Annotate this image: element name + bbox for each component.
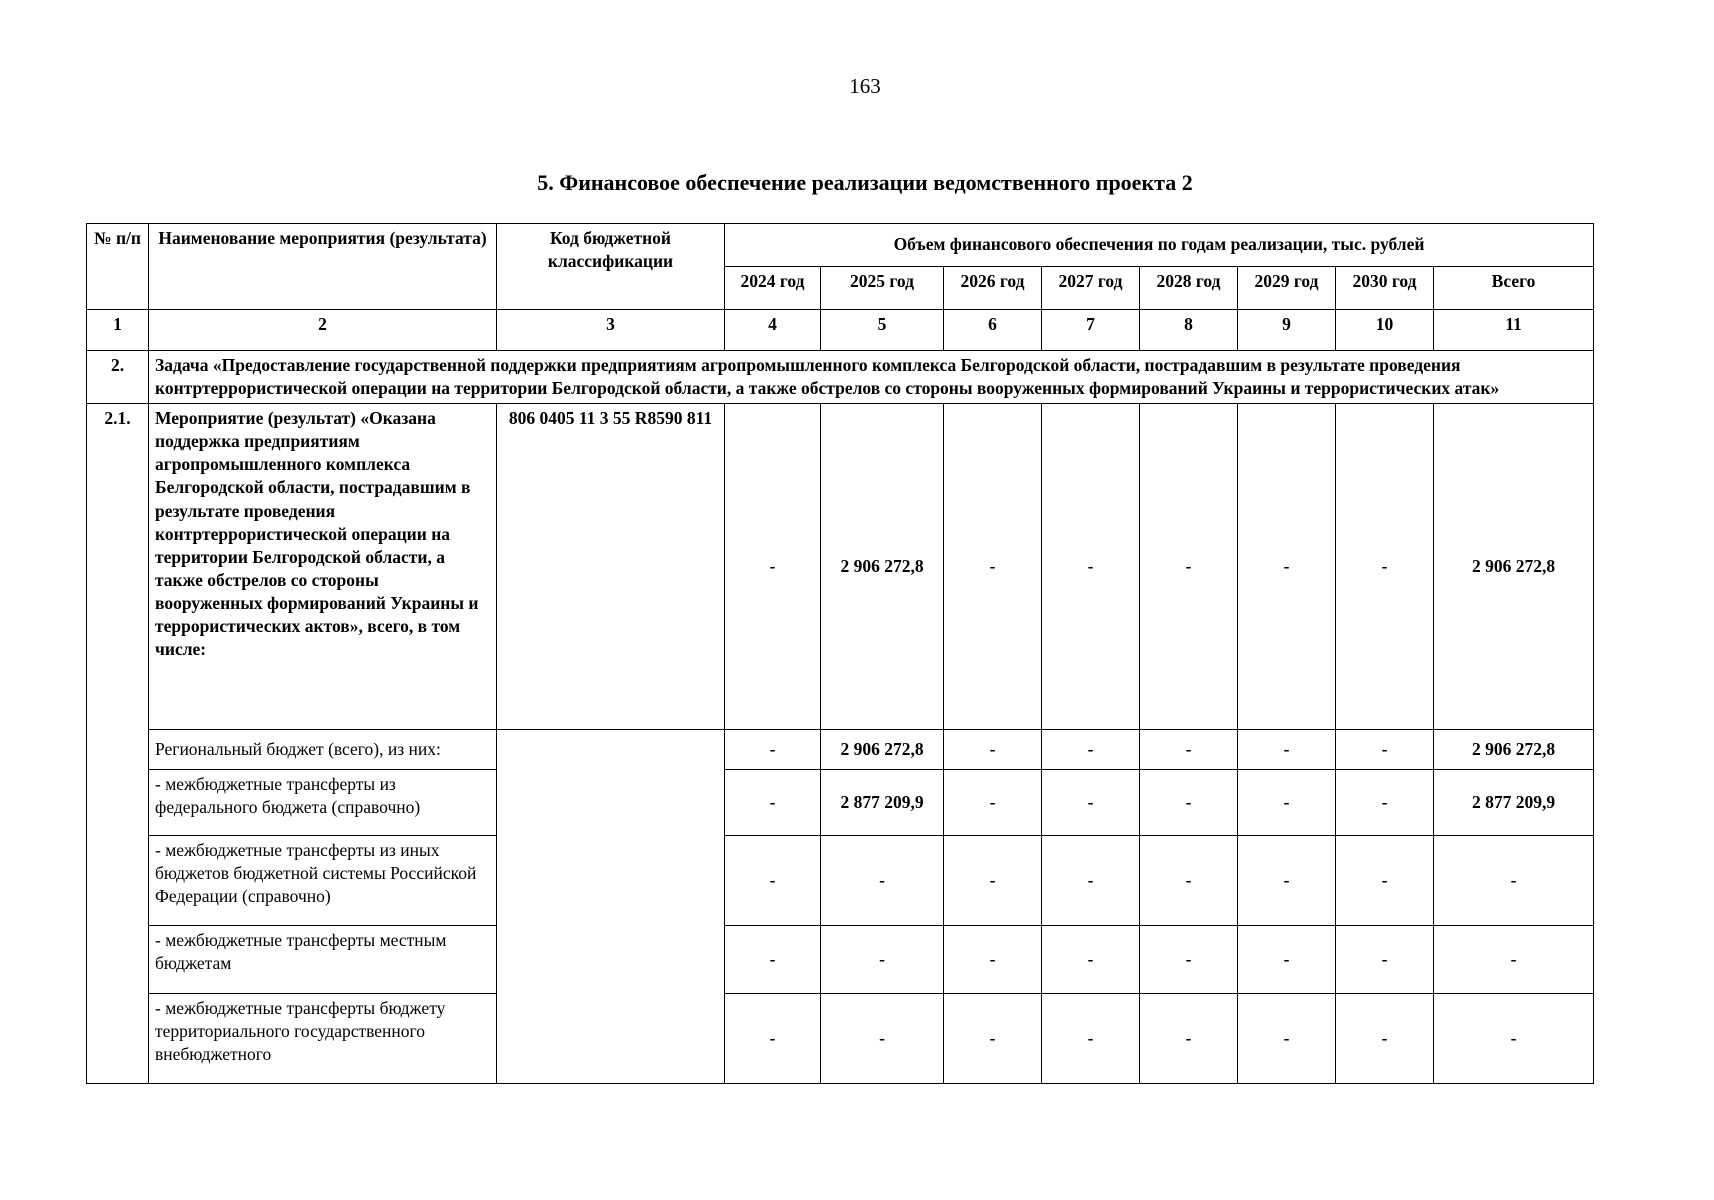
budget-row: [87, 926, 1594, 994]
value-cell: -: [1140, 926, 1238, 994]
header-code: Код бюджетной классификации: [497, 224, 725, 310]
budget-row: [87, 730, 1594, 770]
value-cell: -: [1336, 926, 1434, 994]
event-name: Мероприятие (результат) «Оказана поддержка предприятиям агропромышленного комплекса Белгородской области, пострадавшим в результате проведения контртеррористической операции на территории Белгородской области, а также обстрелов со стороны вооруженных формирований Украины и террористических актов», всего, в том числе:: [149, 404, 497, 730]
column-numbers-row: [87, 310, 1594, 351]
budget-row-name: - межбюджетные трансферты из федерального бюджета (справочно): [149, 770, 497, 836]
value-cell: -: [944, 836, 1042, 926]
column-number: 11: [1434, 310, 1594, 351]
budget-row: [87, 994, 1594, 1084]
value-cell: -: [1336, 994, 1434, 1084]
event-number: 2.1.: [87, 404, 149, 1084]
column-number: 7: [1042, 310, 1140, 351]
total-cell: -: [1434, 836, 1594, 926]
column-number: 5: [821, 310, 944, 351]
header-volume: Объем финансового обеспечения по годам реализации, тыс. рублей: [725, 224, 1594, 267]
value-cell: -: [821, 926, 944, 994]
value-cell: -: [944, 770, 1042, 836]
header-row: [87, 224, 1594, 267]
value-cell: -: [944, 404, 1042, 730]
value-cell: -: [1238, 770, 1336, 836]
empty-code-cell: [497, 730, 725, 1084]
value-cell: -: [1238, 730, 1336, 770]
value-cell: -: [1336, 770, 1434, 836]
header-year: 2024 год: [725, 267, 821, 310]
value-cell: -: [725, 730, 821, 770]
budget-row: [87, 770, 1594, 836]
value-cell: -: [1042, 730, 1140, 770]
budget-row-name: - межбюджетные трансферты из иных бюджетов бюджетной системы Российской Федерации (справочно): [149, 836, 497, 926]
header-name: Наименование мероприятия (результата): [149, 224, 497, 310]
value-cell: -: [1238, 404, 1336, 730]
value-cell: -: [821, 994, 944, 1084]
value-cell: -: [944, 994, 1042, 1084]
budget-row-name: Региональный бюджет (всего), из них:: [149, 730, 497, 770]
value-cell: -: [1238, 836, 1336, 926]
column-number: 10: [1336, 310, 1434, 351]
header-year: 2028 год: [1140, 267, 1238, 310]
value-cell: -: [725, 994, 821, 1084]
total-cell: 2 906 272,8: [1434, 404, 1594, 730]
value-cell: 2 877 209,9: [821, 770, 944, 836]
value-cell: -: [725, 926, 821, 994]
header-num: № п/п: [87, 224, 149, 310]
value-cell: -: [1042, 994, 1140, 1084]
value-cell: -: [821, 836, 944, 926]
column-number: 4: [725, 310, 821, 351]
value-cell: -: [1140, 770, 1238, 836]
total-cell: -: [1434, 994, 1594, 1084]
page-number: 163: [849, 74, 881, 98]
task-text: Задача «Предоставление государственной поддержки предприятиям агропромышленного комплекса Белгородской области, пострадавшим в результате проведения контртеррористической операции на территории Белгородской области, а также обстрелов со стороны вооруженных формирований Украины и террористических атак»: [149, 351, 1594, 404]
value-cell: -: [1238, 994, 1336, 1084]
column-number: 3: [497, 310, 725, 351]
value-cell: 2 906 272,8: [821, 730, 944, 770]
value-cell: 2 906 272,8: [821, 404, 944, 730]
value-cell: -: [1140, 404, 1238, 730]
value-cell: -: [1042, 404, 1140, 730]
value-cell: -: [1336, 404, 1434, 730]
header-year: 2025 год: [821, 267, 944, 310]
value-cell: -: [1140, 994, 1238, 1084]
task-row: [87, 351, 1594, 404]
value-cell: -: [1336, 836, 1434, 926]
financing-table: [86, 223, 1594, 1084]
header-year: 2029 год: [1238, 267, 1336, 310]
column-number: 6: [944, 310, 1042, 351]
value-cell: -: [1042, 926, 1140, 994]
column-number: 2: [149, 310, 497, 351]
total-cell: 2 877 209,9: [1434, 770, 1594, 836]
header-year: 2027 год: [1042, 267, 1140, 310]
budget-row-name: - межбюджетные трансферты бюджету территориального государственного внебюджетного: [149, 994, 497, 1084]
value-cell: -: [1042, 836, 1140, 926]
value-cell: -: [944, 730, 1042, 770]
value-cell: -: [1042, 770, 1140, 836]
column-number: 9: [1238, 310, 1336, 351]
event-code: 806 0405 11 3 55 R8590 811: [497, 404, 725, 730]
value-cell: -: [1140, 836, 1238, 926]
value-cell: -: [1140, 730, 1238, 770]
budget-row: [87, 836, 1594, 926]
total-cell: 2 906 272,8: [1434, 730, 1594, 770]
value-cell: -: [1336, 730, 1434, 770]
header-total: Всего: [1434, 267, 1594, 310]
task-number: 2.: [87, 351, 149, 404]
total-cell: -: [1434, 926, 1594, 994]
header-year: 2030 год: [1336, 267, 1434, 310]
page-title: 5. Финансовое обеспечение реализации ведомственного проекта 2: [537, 170, 1193, 195]
value-cell: -: [944, 926, 1042, 994]
header-year: 2026 год: [944, 267, 1042, 310]
event-row: [87, 404, 1594, 730]
column-number: 1: [87, 310, 149, 351]
value-cell: -: [725, 770, 821, 836]
column-number: 8: [1140, 310, 1238, 351]
value-cell: -: [725, 404, 821, 730]
value-cell: -: [725, 836, 821, 926]
value-cell: -: [1238, 926, 1336, 994]
budget-row-name: - межбюджетные трансферты местным бюджетам: [149, 926, 497, 994]
